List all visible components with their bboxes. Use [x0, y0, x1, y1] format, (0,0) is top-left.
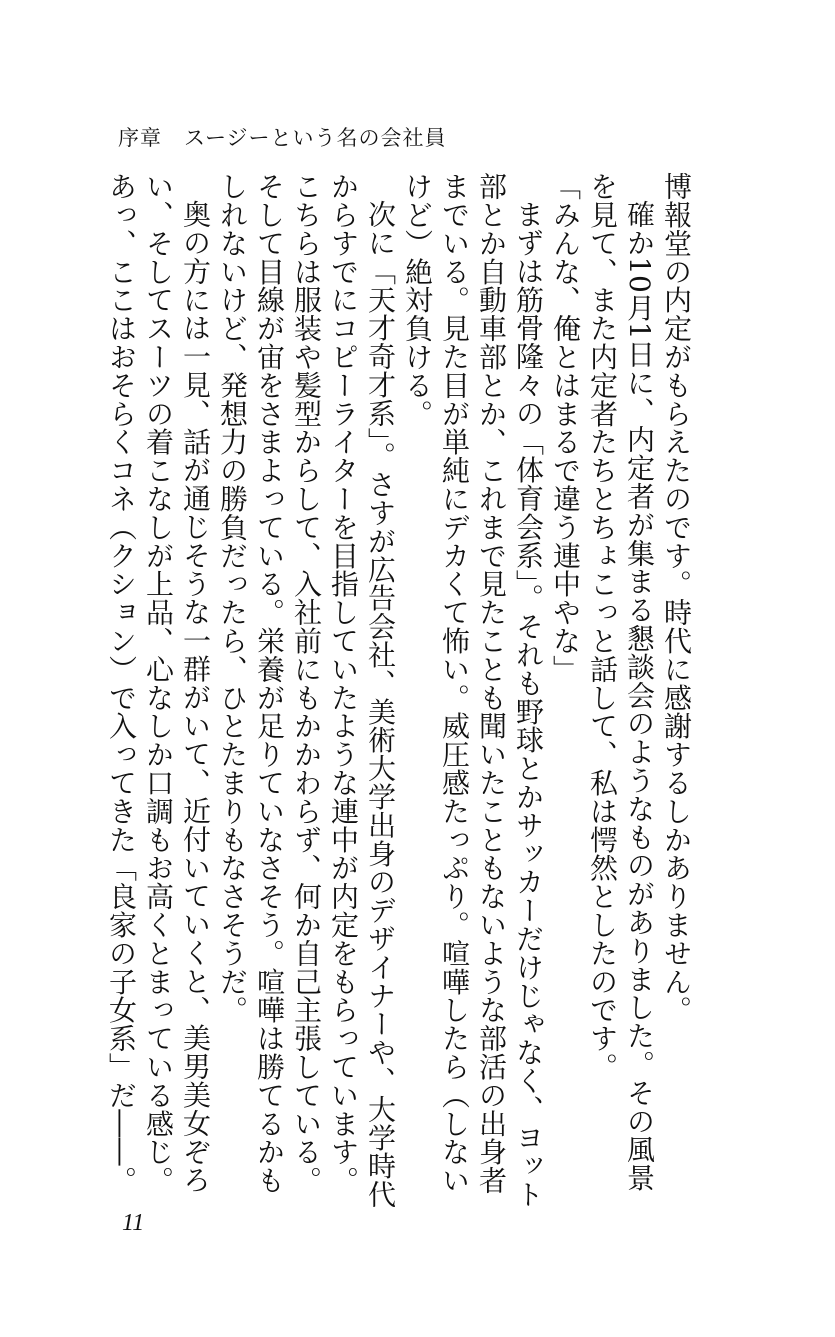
paragraph: 「みんな、俺とはまるで違う連中やな」	[549, 172, 582, 684]
paragraph: 次に「天才奇才系」。さすが広告会社、美術大学出身のデザイナーや、大学時代からすでにコピーライターを目指していたような連中が内定をもらっています。こちらは服装や髪型からして、入社前にもかかわらず、何か自己主張している。そして目線が宙をさまよっている。栄養が足りていなさそう。喧嘩は勝てるかもしれないけど、発想力の勝負だったら、ひとたまりもなさそうだ。	[216, 172, 397, 1209]
chapter-header: 序章 スージーという名の会社員	[118, 126, 447, 150]
paragraph: 博報堂の内定がもらえたのです。時代に感謝するしかありません。	[660, 172, 693, 1024]
paragraph: 確か10月1日に、内定者が集まる懇談会のようなものがありました。その風景を見て、また内定者たちとちょこっと話して、私は愕然としたのです。	[586, 172, 656, 1192]
paragraph: 奥の方には一見、話が通じそうな一群がいて、近付いていくと、美男美女ぞろい、そしてスーツの着こなしが上品、心なしか口調もお高くとまっている感じ。あっ、ここはおそらくコネ（クション）で入ってきた「良家の子女系」だ――。	[105, 172, 212, 1195]
body-text	[95, 172, 695, 1212]
paragraph: まずは筋骨隆々の「体育会系」。それも野球とかサッカーだけじゃなく、ヨット部とか自動車部とか、これまで見たことも聞いたこともないような部活の出身者までいる。見た目が単純にデカくて怖い。威圧感たっぷり。喧嘩したら（しないけど）絶対負ける。	[401, 172, 545, 1209]
page-number: 11	[122, 1210, 145, 1236]
